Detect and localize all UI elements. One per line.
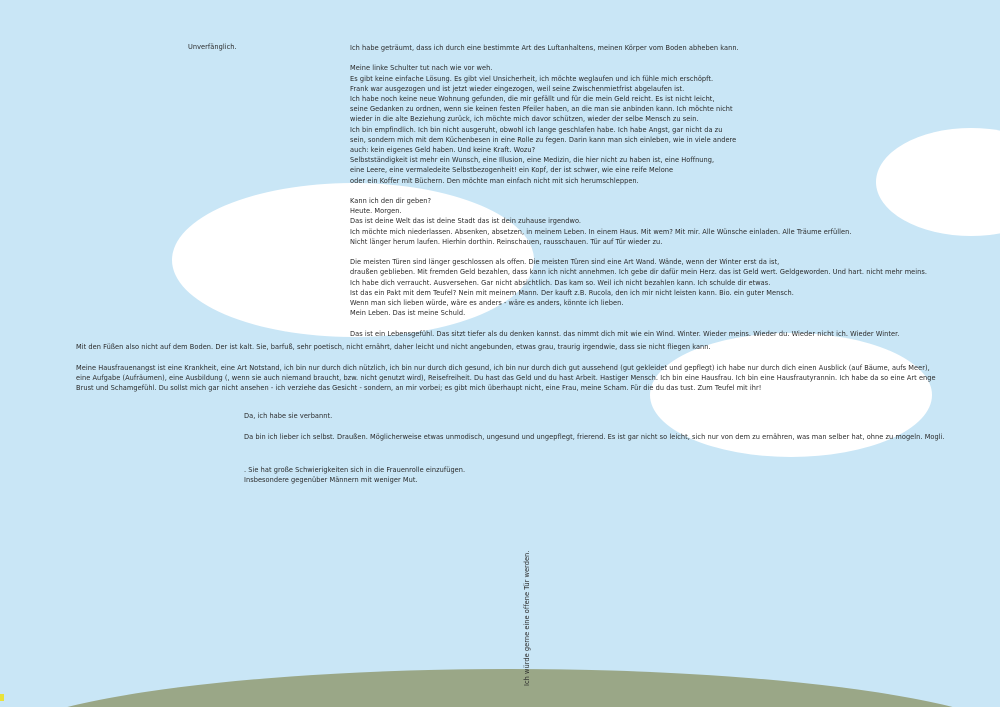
text-line: Ich möchte mich niederlassen. Absenken, absetzen, in meinem Leben. In einem Haus. Mit wem? Mit mir. Alle Wünsche einladen. Alle Träume erfüllen. [350,227,852,236]
text-line: Ich habe geträumt, dass ich durch eine bestimmte Art des Luftanhaltens, meinen Körper vom Boden abheben kann. [350,44,739,52]
text-line: Nicht länger herum laufen. Hierhin dorthin. Reinschauen, rausschauen. Tür auf Tür wieder zu. [350,237,663,246]
label-unverfaenglich: Unverfänglich. [188,43,237,51]
text-line: Das ist ein Lebensgefühl. Das sitzt tiefer als du denken kannst. das nimmt dich mit wie ein Wind. Winter. Wieder meins. Wieder du. Wieder nicht ich. Wieder Winter. [350,329,900,338]
text-line: seine Gedanken zu ordnen, wenn sie keinen festen Pfeiler haben, an die man sie anbinden kann. Ich möchte nicht [350,105,733,114]
text-line: Brust und Schamgefühl. Du sollst mich gar nicht ansehen - ich verziehe das Gesicht - sondern, an mir vorbei; es gibt mich überhaupt nicht, eine Frau, meine Scham. Für die du das tust. Zum Teufel mit ihr! [76,384,762,393]
vertical-text-door: Ich würde gerne eine offene Tür werden. [523,550,531,686]
yellow-edge-mark [0,694,4,701]
text-line: auch: kein eigenes Geld haben. Und keine Kraft. Wozu? [350,146,536,155]
text-line: eine Leere, eine vermaledeite Selbstbezogenheit! ein Kopf, der ist schwer, wie eine reife Melone [350,166,674,175]
text-line: Meine Hausfrauenangst ist eine Krankheit, eine Art Notstand, ich bin nur durch dich nützlich, ich bin nur durch dich gesund, ich bin nur durch dich gut aussehend (gut gekleidet und gepflegt) ich habe nur durch dich einen Ausblick (auf Bäume, aufs Meer), [76,364,930,372]
text-line: Ich bin empfindlich. Ich bin nicht ausgeruht, obwohl ich lange geschlafen habe. Ich habe Angst, gar nicht da zu [350,125,723,134]
text-block-hausfrau [76,363,936,394]
text-gap [350,53,927,63]
text-line: Selbstständigkeit ist mehr ein Wunsch, eine Illusion, eine Medizin, die hier nicht zu haben ist, eine Hoffnung, [350,156,715,165]
text-line: eine Aufgabe (Aufräumen), eine Ausbildung (, wenn sie auch niemand braucht, bzw. nicht genutzt wird), Reisefreiheit. Du hast das Geld und du hast Arbeit. Hastiger Mensch. Ich bin eine Hausfrau. Ich bin eine Hausfrautyrannin. Ich habe da so eine Art enge [76,374,936,383]
text-line: Die meisten Türen sind länger geschlossen als offen. Die meisten Türen sind eine Art Wand. Wände, wenn der Winter erst da ist, [350,258,780,267]
text-line: Mein Leben. Das ist meine Schuld. [350,309,466,318]
text-line: Ich habe noch keine neue Wohnung gefunden, die mir gefällt und für die mein Geld reicht. Es ist nicht leicht, [350,95,715,103]
text-line: Wenn man sich lieben würde, wäre es anders - wäre es anders, könnte ich lieben. [350,299,624,308]
text-line-verbannt: Da, ich habe sie verbannt. [244,412,333,420]
text-gap [350,318,927,328]
text-line: Insbesondere gegenüber Männern mit weniger Mut. [244,476,418,485]
text-line: Ich habe dich verraucht. Ausversehen. Gar nicht absichtlich. Das kam so. Weil ich nicht bezahlen kann. Ich schulde dir etwas. [350,278,771,287]
text-line: Frank war ausgezogen und ist jetzt wieder eingezogen, weil seine Zwischenmietfrist abgelaufen ist. [350,84,685,93]
text-line-draussen: Da bin ich lieber ich selbst. Draußen. Möglicherweise etwas unmodisch, ungesund und ungepflegt, frierend. Es ist gar nicht so leicht, sich nur von dem zu ernähren, was man selber hat, ohne zu mogeln. Mogli. [244,433,945,441]
text-line: Ist das ein Pakt mit dem Teufel? Nein mit meinem Mann. Der kauft z.B. Rucola, den ich mir nicht leisten kann. Bio. ein guter Mensch. [350,288,794,297]
text-line: draußen geblieben. Mit fremden Geld bezahlen, dass kann ich nicht annehmen. Ich gebe dir dafür mein Herz. das ist Geld wert. Geldgeworden. Und hart. nicht mehr meins. [350,268,928,277]
text-line: Meine linke Schulter tut nach wie vor weh. [350,64,493,73]
text-block-main [350,43,927,339]
text-line: Kann ich den dir geben? [350,197,432,206]
text-line: sein, sondern mich mit dem Küchenbesen in eine Rolle zu fegen. Darin kann man sich einleben, wie in viele andere [350,135,737,144]
green-hill [0,669,1000,707]
text-line: Das ist deine Welt das ist deine Stadt das ist dein zuhause irgendwo. [350,217,582,226]
text-line: wieder in die alte Beziehung zurück, ich möchte mich davor schützen, wieder der selbe Mensch zu sein. [350,115,699,124]
text-line: Es gibt keine einfache Lösung. Es gibt viel Unsicherheit, ich möchte weglaufen und ich fühle mich erschöpft. [350,74,714,83]
text-gap [350,247,927,257]
text-line: Heute. Morgen. [350,207,402,216]
text-line: oder ein Koffer mit Büchern. Den möchte man einfach nicht mit sich herumschleppen. [350,176,639,185]
text-block-frauenrolle [244,465,465,485]
text-line: . Sie hat große Schwierigkeiten sich in die Frauenrolle einzufügen. [244,466,466,474]
text-gap [350,186,927,196]
text-line-feet: Mit den Füßen also nicht auf dem Boden. Der ist kalt. Sie, barfuß, sehr poetisch, nicht ernährt, daher leicht und nicht angebunden, etwas grau, traurig irgendwie, dass sie nicht fliegen kann. [76,343,711,351]
